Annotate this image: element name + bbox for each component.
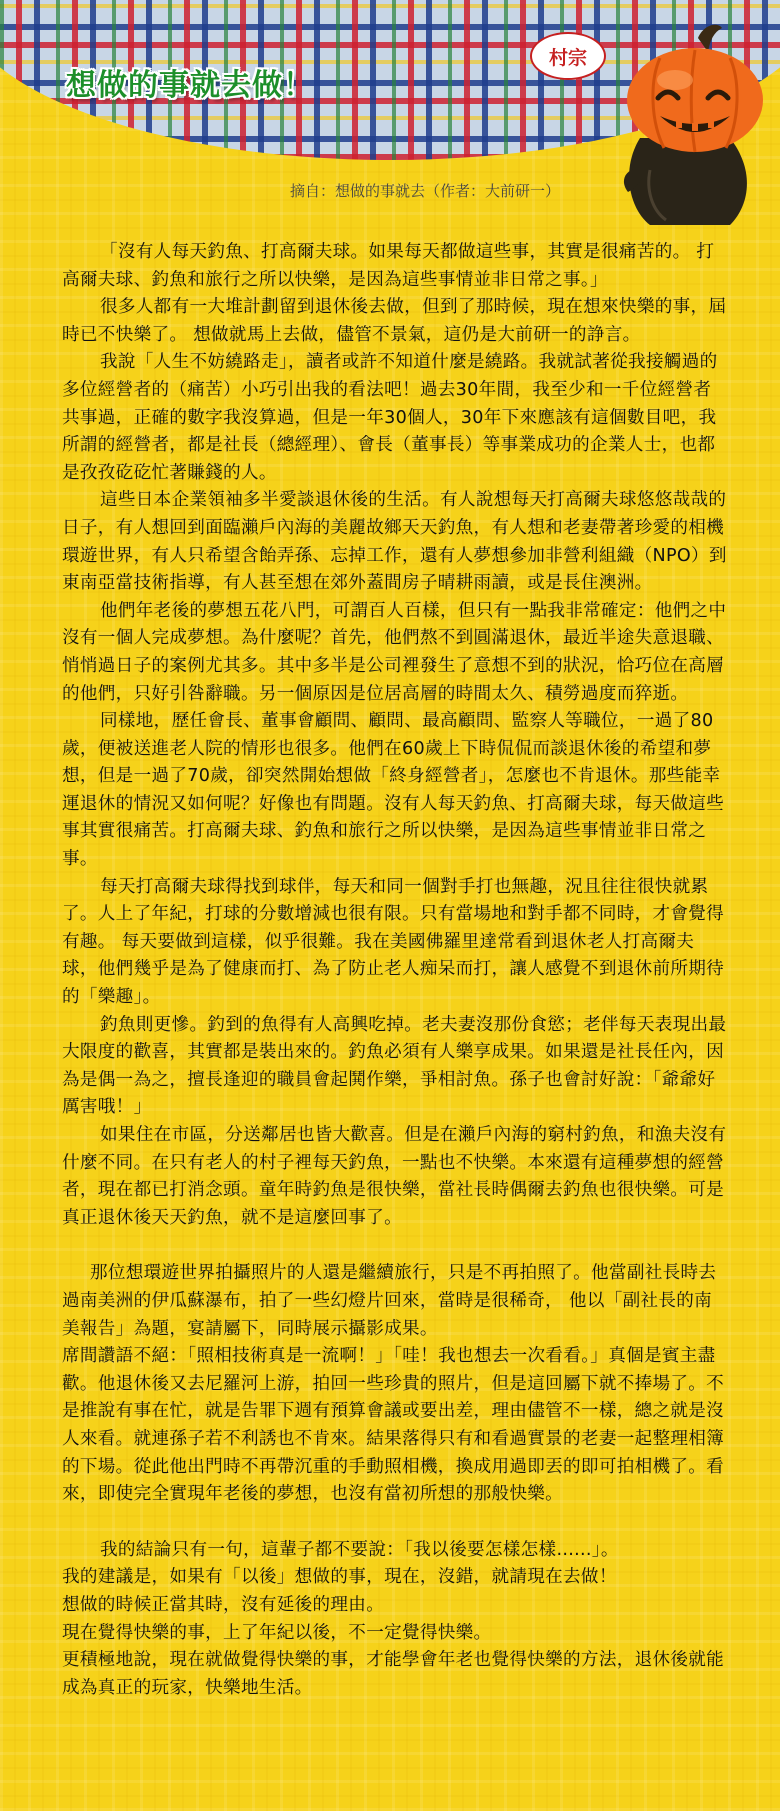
- paragraph: 他們年老後的夢想五花八門，可謂百人百樣，但只有一點我非常確定：他們之中沒有一個人完成夢想。為什麼呢？首先，他們熬不到圓滿退休，最近半途失意退職、悄悄過日子的案例尤其多。其中多半是公司裡發生了意想不到的狀況，恰巧位在高層的他們，只好引咎辭職。另一個原因是位居高層的時間太久、積勞過度而猝逝。: [62, 600, 727, 704]
- conclusion-line: 我的結論只有一句，這輩子都不要說：「我以後要怎樣怎樣......」。: [100, 1539, 619, 1560]
- paragraph: 釣魚則更慘。釣到的魚得有人高興吃掉。老夫妻沒那份食慾；老伴每天表現出最大限度的歡喜，其實都是裝出來的。釣魚必須有人樂享成果。如果還是社長任內，因為是偶一為之，擅長逢迎的職員會起鬨作樂，爭相討魚。孫子也會討好說：「爺爺好厲害哦！」: [62, 1014, 727, 1118]
- paragraph: 「沒有人每天釣魚、打高爾夫球。如果每天都做這些事，其實是很痛苦的。 打高爾夫球、釣魚和旅行之所以快樂，是因為這些事情並非日常之事。」: [62, 242, 715, 290]
- conclusion-line: 更積極地說，現在就做覺得快樂的事，才能學會年老也覺得快樂的方法，退休後就能成為真正的玩家，快樂地生活。: [62, 1650, 725, 1698]
- conclusion-line: 我的建議是，如果有「以後」想做的事，現在，沒錯，就請現在去做！: [62, 1567, 617, 1588]
- article-source: 摘自：想做的事就去（作者：大前研一）: [289, 182, 560, 200]
- conclusion-line: 想做的時候正當其時，沒有延後的理由。: [62, 1594, 385, 1615]
- paragraph: 我說「人生不妨繞路走」，讀者或許不知道什麼是繞路。我就試著從我接觸過的多位經營者的（痛苦）小巧引出我的看法吧！過去30年間，我至少和一千位經營者共事過，正確的數字我沒算過，但是一年30個人，30年下來應該有這個數目吧，我所謂的經營者，都是社長（總經理）、會長（董事長）等事業成功的企業人士，也都是孜孜矻矻忙著賺錢的人。: [62, 352, 718, 483]
- conclusion-line: 現在覺得快樂的事，上了年紀以後，不一定覺得快樂。: [62, 1622, 492, 1643]
- paragraph: 每天打高爾夫球得找到球伴，每天和同一個對手打也無趣，況且往往很快就累了。人上了年紀，打球的分數增減也很有限。只有當場地和對手都不同時，才會覺得有趣。 每天要做到這樣，似乎很難。我在美國佛羅里達常看到退休老人打高爾夫球，他們幾乎是為了健康而打、為了防止老人痴呆而打，讓人感覺不到退休前所期待的「樂趣」。: [62, 876, 725, 1008]
- paragraph-gap: [62, 1232, 728, 1260]
- paragraph: 同樣地，歷任會長、董事會顧問、顧問、最高顧問、監察人等職位，一過了80歲，便被送進老人院的情形也很多。他們在60歲上下時侃侃而談退休後的希望和夢想，但是一過了70歲，卻突然開始想做「終身經營者」，怎麼也不肯退休。那些能幸運退休的情況又如何呢？好像也有問題。沒有人每天釣魚、打高爾夫球，每天做這些事其實很痛苦。打高爾夫球、釣魚和旅行之所以快樂，是因為這些事情並非日常之事。: [62, 711, 725, 870]
- paragraph: 那位想環遊世界拍攝照片的人還是繼續旅行，只是不再拍照了。他當副社長時去過南美洲的伊瓜蘇瀑布，拍了一些幻燈片回來，當時是很稀奇， 他以「副社長的南美報告」為題，宴請屬下，同時展示攝影成果。: [62, 1263, 717, 1339]
- page-title: 想做的事就去做！: [66, 68, 314, 103]
- paragraph: 如果住在市區，分送鄰居也皆大歡喜。但是在瀨戶內海的窮村釣魚，和漁夫沒有什麼不同。在只有老人的村子裡每天釣魚，一點也不快樂。本來還有這種夢想的經營者，現在都已打消念頭。童年時釣魚是很快樂，當社長時偶爾去釣魚也很快樂。可是真正退休後天天釣魚，就不是這麼回事了。: [62, 1125, 727, 1228]
- paragraph: 這些日本企業領袖多半愛談退休後的生活。有人說想每天打高爾夫球悠悠哉哉的日子，有人想回到面臨瀨戶內海的美麗故鄉天天釣魚，有人想和老妻帶著珍愛的相機環遊世界，有人只希望含飴弄孫、忘掉工作，還有人夢想參加非營利組織（NPO）到東南亞當技術指導，有人甚至想在郊外蓋間房子晴耕雨讀，或是長住澳洲。: [62, 490, 727, 594]
- paragraph: 席間讚語不絕：「照相技術真是一流啊！」「哇！我也想去一次看看。」真個是賓主盡歡。他退休後又去尼羅河上游，拍回一些珍貴的照片，但是這回屬下就不捧場了。不是推說有事在忙，就是告罪下週有預算會議或要出差，理由儘管不一樣，總之就是沒人來看。就連孫子若不利誘也不肯來。結果落得只有和看過實景的老妻一起整理相簿的下場。從此他出門時不再帶沉重的手動照相機，換成用過即丟的即可拍相機了。看來，即使完全實現年老後的夢想，也沒有當初所想的那般快樂。: [62, 1346, 725, 1505]
- speech-bubble-text: 村宗: [548, 46, 587, 69]
- paragraph-gap: [62, 1509, 728, 1537]
- article-body: [62, 239, 728, 1702]
- paragraph: 很多人都有一大堆計劃留到退休後去做，但到了那時候，現在想來快樂的事，屆時已不快樂了。 想做就馬上去做，儘管不景氣，這仍是大前研一的諍言。: [62, 297, 727, 345]
